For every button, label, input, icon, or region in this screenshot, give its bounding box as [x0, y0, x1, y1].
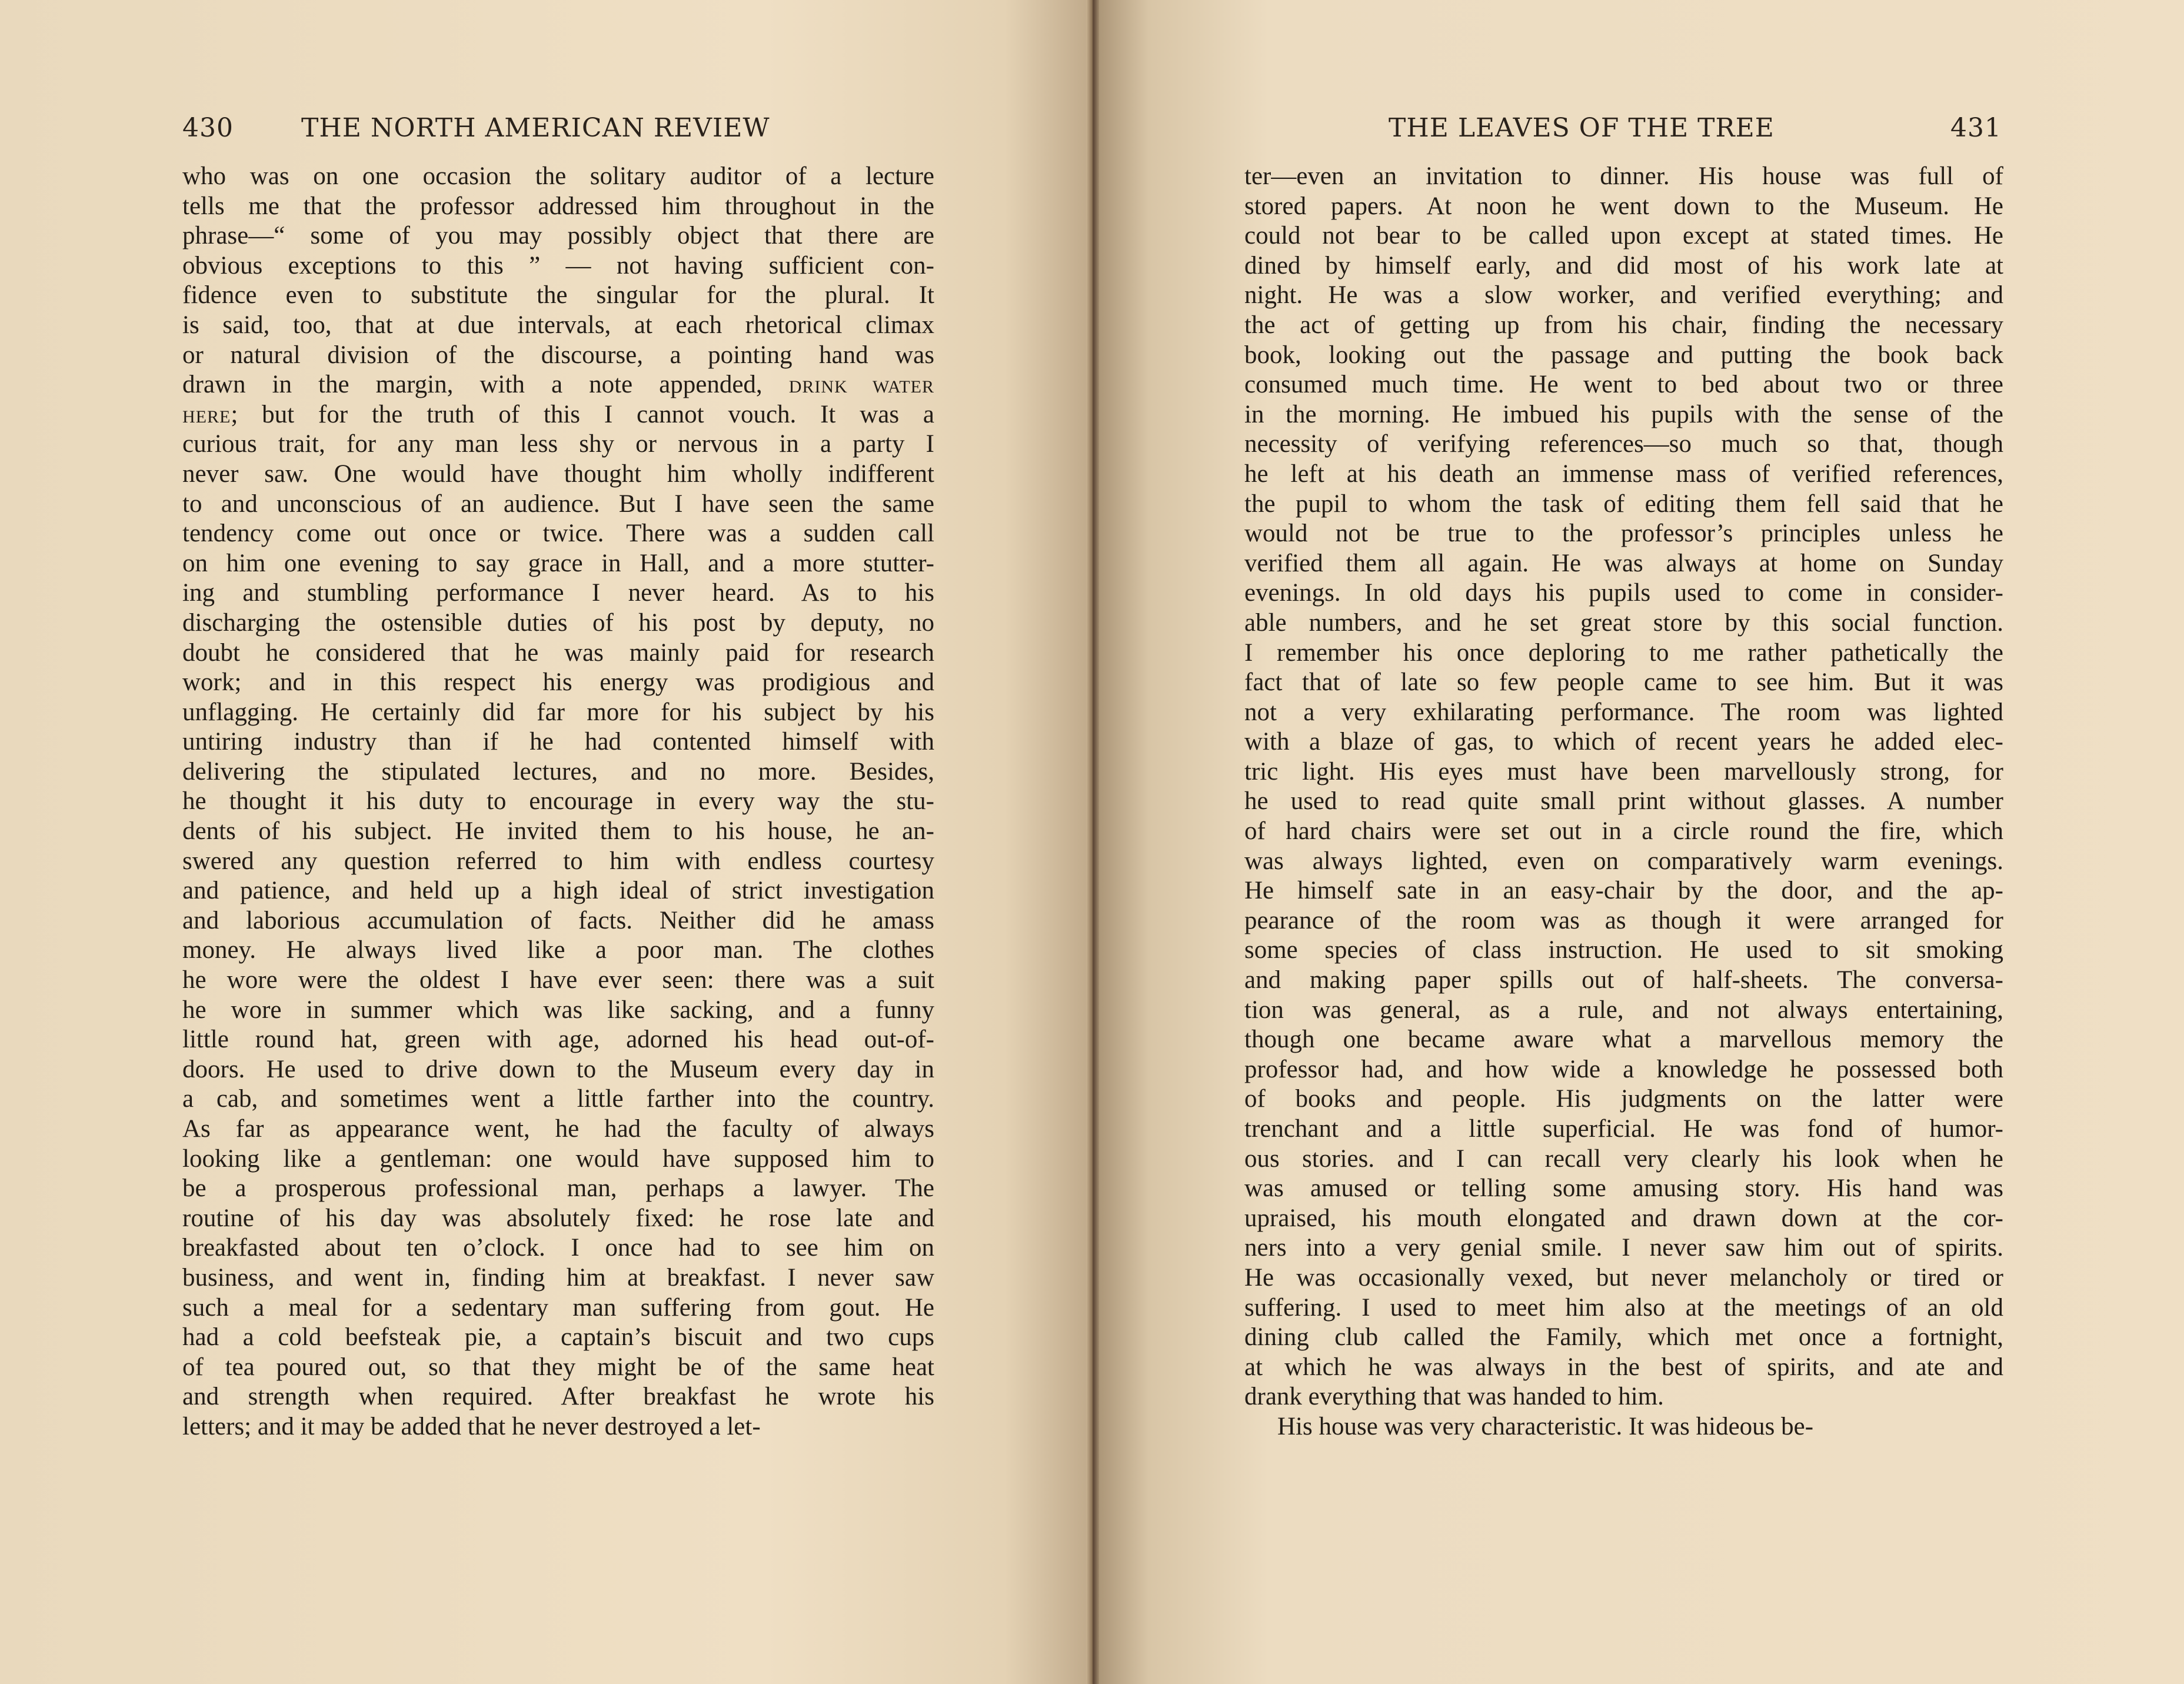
smallcaps-note: DRINK WATER: [788, 377, 935, 397]
text-line: curious trait, for any man less shy or nervous in a party I: [182, 430, 934, 458]
text-line: discharging the ostensible duties of his post by deputy, no: [182, 608, 934, 637]
text-line: ing and stumbling performance I never heard. As to his: [182, 579, 934, 607]
text-line: fact that of late so few people came to see him. But it was: [1244, 668, 2003, 697]
text-line: untiring industry than if he had contented himself with: [182, 728, 934, 756]
text-line: dining club called the Family, which met once a fortnight,: [1244, 1323, 2003, 1352]
text-line: tells me that the professor addressed him throughout in the: [182, 192, 934, 220]
text-line: tion was general, as a rule, and not always entertaining,: [1244, 996, 2003, 1024]
text-line: he wore in summer which was like sacking, and a funny: [182, 996, 934, 1024]
text-line: suffering. I used to meet him also at the meetings of an old: [1244, 1293, 2003, 1322]
text-line: with a blaze of gas, to which of recent years he added elec-: [1244, 728, 2003, 756]
text-line: he wore were the oldest I have ever seen: there was a suit: [182, 966, 934, 994]
text-line: ter—even an invitation to dinner. His house was full of: [1244, 162, 2003, 190]
text-line: dents of his subject. He invited them to his house, he an-: [182, 817, 934, 846]
text-line: he thought it his duty to encourage in every way the stu-: [182, 787, 934, 816]
right-running-head: THE LEAVES OF THE TREE: [1389, 113, 1774, 143]
text-line: though one became aware what a marvellous memory the: [1244, 1026, 2003, 1054]
text-line: of tea poured out, so that they might be of the same heat: [182, 1353, 934, 1381]
text-line: and making paper spills out of half-sheets. The conversa-: [1244, 966, 2003, 994]
left-page-header: [182, 113, 935, 148]
text-line: ners into a very genial smile. I never saw him out of spirits.: [1244, 1234, 2003, 1262]
text-line: business, and went in, finding him at breakfast. I never saw: [182, 1263, 934, 1292]
text-line: or natural division of the discourse, a pointing hand was: [182, 341, 934, 369]
text-line: drawn in the margin, with a note appended, DRINK WATER: [182, 371, 935, 399]
left-page-body: [182, 162, 934, 1442]
text-line: at which he was always in the best of spirits, and ate and: [1244, 1353, 2003, 1381]
text-line: dined by himself early, and did most of his work late at: [1244, 251, 2003, 279]
smallcaps-note: HERE: [182, 407, 231, 427]
text-line: upraised, his mouth elongated and drawn down at the cor-: [1244, 1204, 2003, 1232]
text-line: had a cold beefsteak pie, a captain’s biscuit and two cups: [182, 1323, 934, 1352]
text-line: some species of class instruction. He used to sit smoking: [1244, 936, 2003, 964]
text-line: letters; and it may be added that he never destroyed a let-: [182, 1412, 761, 1440]
text-line: His house was very characteristic. It was hideous be-: [1277, 1412, 1814, 1440]
text-line: unflagging. He certainly did far more for his subject by his: [182, 698, 934, 726]
text-line: is said, too, that at due intervals, at each rhetorical climax: [182, 311, 934, 339]
text-line: doors. He used to drive down to the Museum every day in: [182, 1055, 934, 1083]
text-line: he used to read quite small print without glasses. A number: [1244, 787, 2003, 816]
text-line: stored papers. At noon he went down to the Museum. He: [1244, 192, 2003, 220]
text-line: obvious exceptions to this ” — not having sufficient con-: [182, 251, 934, 279]
right-page-number: 431: [1950, 113, 2002, 143]
text-line: work; and in this respect his energy was prodigious and: [182, 668, 934, 697]
text-line: who was on one occasion the solitary auditor of a lecture: [182, 162, 934, 190]
text-line: drank everything that was handed to him.: [1244, 1383, 1664, 1411]
text-line: was amused or telling some amusing story. His hand was: [1244, 1174, 2003, 1203]
text-line: would not be true to the professor’s principles unless he: [1244, 520, 2003, 548]
text-line: evenings. In old days his pupils used to come in consider-: [1244, 579, 2003, 607]
text-line: such a meal for a sedentary man suffering from gout. He: [182, 1293, 934, 1322]
text-line: doubt he considered that he was mainly paid for research: [182, 638, 934, 667]
text-line: book, looking out the passage and putting the book back: [1244, 341, 2003, 369]
text-line: the act of getting up from his chair, finding the necessary: [1244, 311, 2003, 339]
text-line: tric light. His eyes must have been marvellously strong, for: [1244, 757, 2003, 786]
text-line: He himself sate in an easy-chair by the door, and the ap-: [1244, 877, 2003, 905]
text-line: be a prosperous professional man, perhaps a lawyer. The: [182, 1174, 934, 1203]
text-line: and patience, and held up a high ideal of strict investigation: [182, 877, 934, 905]
text-line: and strength when required. After breakfast he wrote his: [182, 1383, 934, 1411]
text-line: phrase—“ some of you may possibly object that there are: [182, 222, 934, 250]
text-line: could not bear to be called upon except at stated times. He: [1244, 222, 2003, 250]
text-line: swered any question referred to him with endless courtesy: [182, 847, 934, 875]
text-line: to and unconscious of an audience. But I have seen the same: [182, 490, 934, 518]
text-line: the pupil to whom the task of editing them fell said that he: [1244, 490, 2003, 518]
text-line: and laborious accumulation of facts. Neither did he amass: [182, 906, 934, 934]
left-page-number: 430: [182, 113, 234, 143]
text-line: professor had, and how wide a knowledge he possessed both: [1244, 1055, 2003, 1083]
text-line: necessity of verifying references—so much so that, though: [1244, 430, 2003, 458]
text-line: As far as appearance went, he had the faculty of always: [182, 1115, 934, 1143]
text-line: I remember his once deploring to me rather pathetically the: [1244, 638, 2003, 667]
text-line: HERE; but for the truth of this I cannot vouch. It was a: [182, 400, 934, 428]
text-line: delivering the stipulated lectures, and no more. Besides,: [182, 757, 934, 786]
text-line: pearance of the room was as though it were arranged for: [1244, 906, 2003, 934]
text-line: not a very exhilarating performance. The room was lighted: [1244, 698, 2003, 726]
text-line: a cab, and sometimes went a little farther into the country.: [182, 1085, 934, 1113]
text-line: ous stories. and I can recall very clearly his look when he: [1244, 1144, 2003, 1173]
left-running-head: THE NORTH AMERICAN REVIEW: [301, 113, 770, 143]
text-line: never saw. One would have thought him wholly indifferent: [182, 460, 934, 488]
text-line: able numbers, and he set great store by this social function.: [1244, 608, 2003, 637]
text-line: routine of his day was absolutely fixed: he rose late and: [182, 1204, 934, 1232]
text-line: verified them all again. He was always at home on Sunday: [1244, 549, 2003, 577]
text-line: night. He was a slow worker, and verified everything; and: [1244, 281, 2003, 309]
text-line: of hard chairs were set out in a circle round the fire, which: [1244, 817, 2003, 846]
text-line: looking like a gentleman: one would have supposed him to: [182, 1144, 934, 1173]
right-page-header: [1094, 113, 2184, 148]
text-line: breakfasted about ten o’clock. I once had to see him on: [182, 1234, 934, 1262]
text-line: consumed much time. He went to bed about two or three: [1244, 371, 2003, 399]
text-line: money. He always lived like a poor man. The clothes: [182, 936, 934, 964]
text-line: tendency come out once or twice. There was a sudden call: [182, 520, 934, 548]
text-line: was always lighted, even on comparatively warm evenings.: [1244, 847, 2003, 875]
text-line: he left at his death an immense mass of verified references,: [1244, 460, 2003, 488]
text-line: He was occasionally vexed, but never melancholy or tired or: [1244, 1263, 2003, 1292]
text-line: on him one evening to say grace in Hall, and a more stutter-: [182, 549, 934, 577]
book-gutter: [1086, 0, 1099, 1684]
text-line: little round hat, green with age, adorned his head out-of-: [182, 1026, 934, 1054]
text-line: of books and people. His judgments on the latter were: [1244, 1085, 2003, 1113]
right-page-body: [1244, 162, 2003, 1442]
text-line: fidence even to substitute the singular for the plural. It: [182, 281, 934, 309]
text-line: in the morning. He imbued his pupils with the sense of the: [1244, 400, 2003, 428]
text-line: trenchant and a little superficial. He was fond of humor-: [1244, 1115, 2003, 1143]
